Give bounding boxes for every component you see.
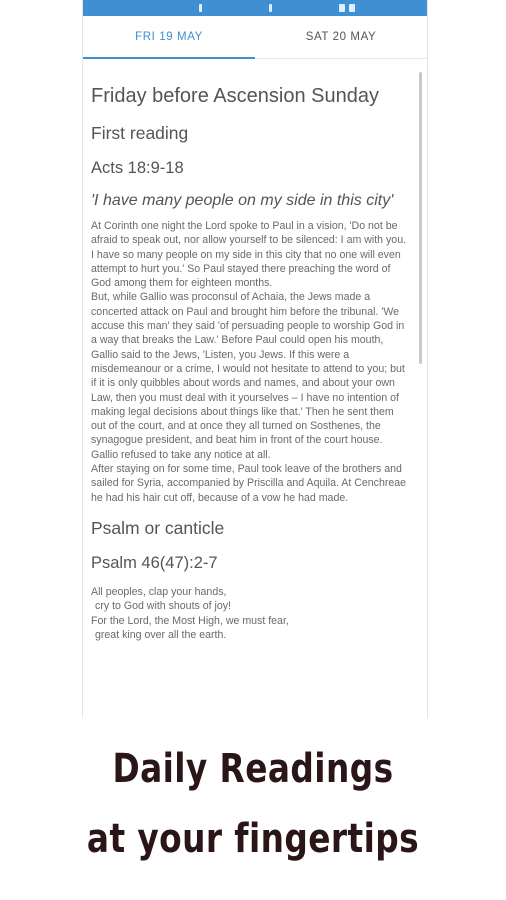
date-tabs	[83, 16, 427, 59]
reading-paragraph: At Corinth one night the Lord spoke to Paul in a vision, 'Do not be afraid to speak out, nor allow yourself to be silenced: I am with you. I have so many people on my side in this city that no one will even attempt to hurt you.' So Paul stayed there preaching the word of God among them for eighteen months.	[91, 220, 407, 290]
psalm-reference: Psalm 46(47):2-7	[91, 553, 218, 572]
first-reading-reference: Acts 18:9-18	[91, 159, 184, 177]
psalm-line: For the Lord, the Most High, we must fear,	[91, 614, 289, 627]
psalm-line: great king over all the earth.	[95, 628, 227, 641]
phone-screen	[82, 0, 428, 718]
scrollbar[interactable]	[419, 72, 422, 364]
app-bar-icon[interactable]	[269, 4, 272, 12]
menu-icon[interactable]	[339, 4, 345, 12]
app-bar	[83, 0, 427, 16]
reading-paragraph: After staying on for some time, Paul took leave of the brothers and sailed for Syria, accompanied by Priscilla and Aquila. At Cenchreae he had his hair cut off, because of a vow he had made.	[91, 463, 407, 504]
first-reading-quote: 'I have many people on my side in this city'	[91, 192, 394, 209]
tagline-line-1: Daily Readings	[112, 746, 394, 792]
psalm-text	[91, 585, 411, 642]
tab-fri-19-may[interactable]: FRI 19 MAY	[83, 16, 255, 58]
app-bar-icon[interactable]	[199, 4, 202, 12]
day-title: Friday before Ascension Sunday	[91, 85, 379, 107]
reading-content[interactable]	[83, 58, 419, 718]
psalm-line: cry to God with shouts of joy!	[95, 600, 232, 613]
psalm-line: All peoples, clap your hands,	[91, 585, 227, 598]
menu-icon[interactable]	[349, 4, 355, 12]
reading-paragraph: But, while Gallio was proconsul of Achaia, the Jews made a concerted attack on Paul and brought him before the tribunal. 'We accuse this man' they said 'of persuading people to worship God in a way that breaks the Law.' Before Paul could open his mouth, Gallio said to the Jews, 'Listen, you Jews. If this were a misdemeanour or a crime, I would not hesitate to attend to you; but if it is only quibbles about words and names, and about your own Law, then you must deal with it yourselves – I have no intention of making legal decisions about things like that.' Then he sent them out of the court, and at once they all turned on Sosthenes, the synagogue president, and beat him in front of the court house. Gallio refused to take any notice at all.	[91, 291, 405, 461]
psalm-heading: Psalm or canticle	[91, 517, 225, 538]
tagline-line-2: at your fingertips	[86, 816, 420, 862]
first-reading-heading: First reading	[91, 123, 189, 143]
tab-sat-20-may[interactable]: SAT 20 MAY	[305, 31, 377, 43]
first-reading-text	[91, 219, 411, 505]
